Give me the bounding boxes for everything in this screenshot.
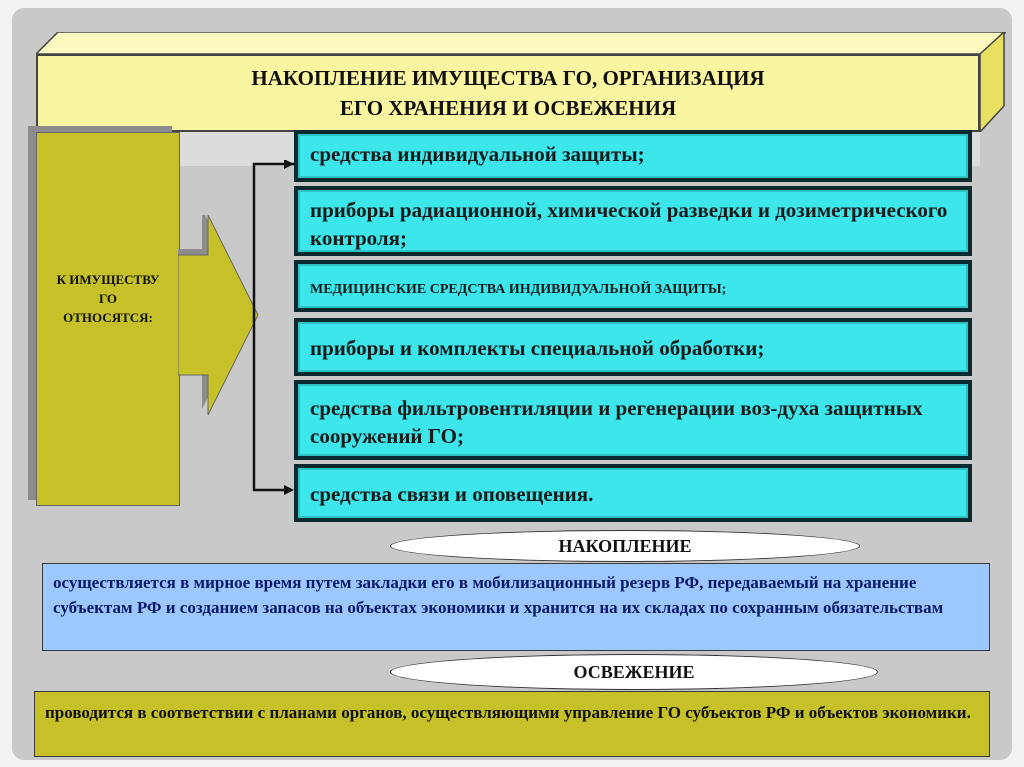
list-item: средства фильтровентиляции и регенерации воз-духа защитных сооружений ГО; [294,380,972,460]
left-label-line-1: К ИМУЩЕСТВУ [56,272,160,287]
left-label-line-2: ГО [98,291,118,306]
refresh-text: проводится в соответствии с планами органов, осуществляющими управление ГО субъектов РФ и объектов экономики. [34,691,990,757]
list-item: средства связи и оповещения. [294,464,972,522]
list-item: приборы и комплекты специальной обработки; [294,318,972,376]
title-block-top-face [36,32,1006,56]
accumulation-text: осуществляется в мирное время путем закладки его в мобилизационный резерв РФ, передаваемый на хранение субъектам РФ и созданием запасов на объектах экономики и хранится на их складах по сохранным обязательствам [42,563,990,651]
refresh-label: ОСВЕЖЕНИЕ [390,654,878,690]
page-title [36,54,980,132]
list-item: МЕДИЦИНСКИЕ СРЕДСТВА ИНДИВИДУАЛЬНОЙ ЗАЩИТЫ; [294,260,972,312]
accumulation-label: НАКОПЛЕНИЕ [390,530,860,562]
title-line-1: НАКОПЛЕНИЕ ИМУЩЕСТВА ГО, ОРГАНИЗАЦИЯ [251,66,765,90]
title-block-side-face [976,32,1006,132]
list-item: средства индивидуальной защиты; [294,130,972,182]
left-label-line-3: ОТНОСЯТСЯ: [63,310,153,325]
bracket-connector [248,160,296,500]
left-block-label [36,270,180,327]
title-line-2: ЕГО ХРАНЕНИЯ И ОСВЕЖЕНИЯ [339,96,677,120]
list-item: приборы радиационной, химической разведки и дозиметрического контроля; [294,186,972,256]
